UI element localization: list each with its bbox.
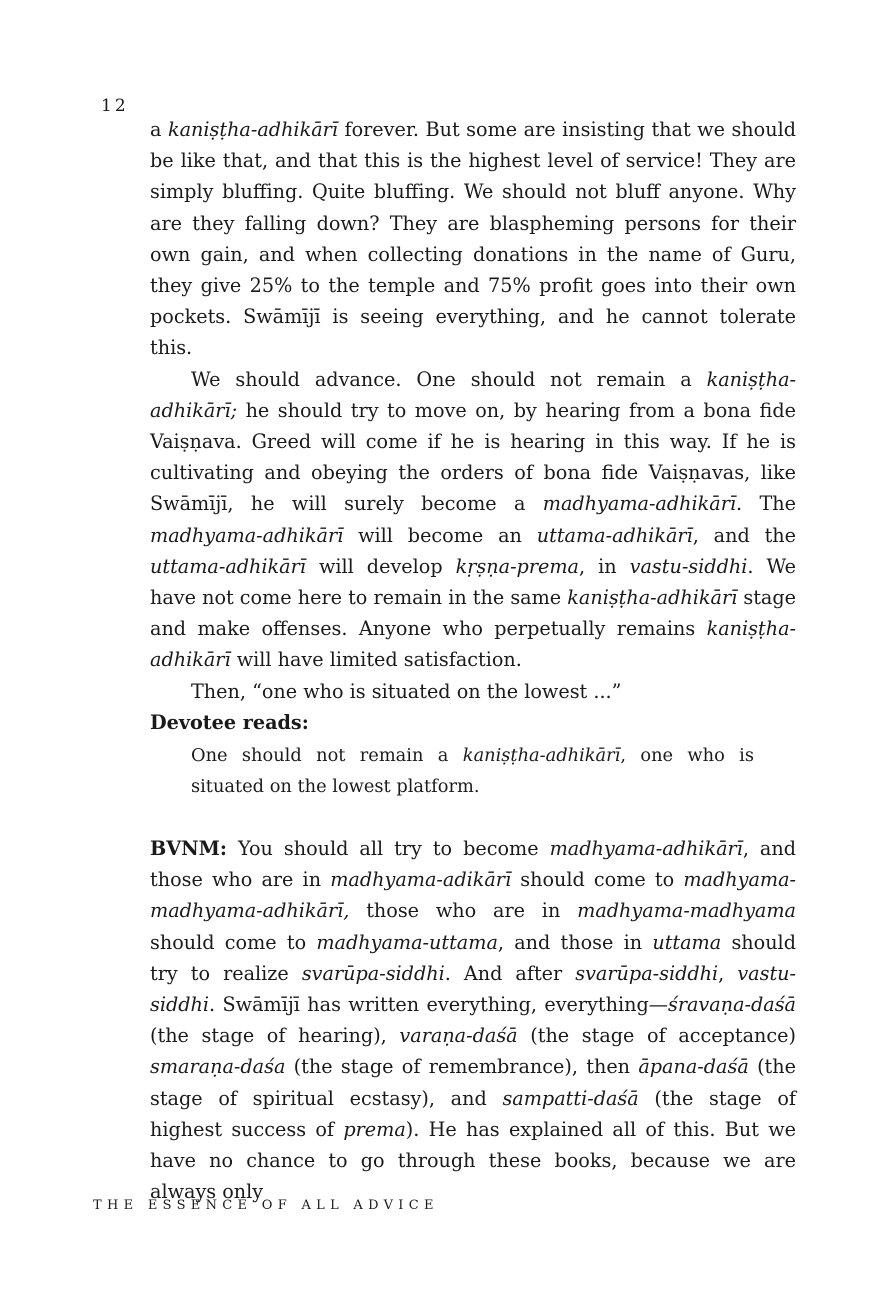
text-run: will develop: [305, 554, 456, 578]
italic-term: sampatti-daśā: [502, 1086, 639, 1110]
text-run: , in: [579, 554, 630, 578]
text-run: should come to: [150, 930, 317, 954]
text-run: forever. But some are insisting that we should be like that, and that this is the highest level of service! They are simply bluffing. Quite bluffing. We should not bluff anyone. Why are they falling down? They are blaspheming persons for their own gain, and when collecting donations in the name of Guru, they give 25% to the temple and 75% profit goes into their own pockets. Swāmījī is seeing everything, and he cannot tolerate this.: [150, 118, 796, 360]
italic-term: smaraṇa-daśa: [150, 1055, 286, 1079]
text-run: . The: [736, 492, 796, 516]
italic-term: prema: [343, 1117, 406, 1141]
text-run: You should all try to become: [226, 837, 550, 861]
italic-term: madhyama-madhyama-adhikārī,: [150, 868, 797, 923]
italic-term: madhyama-adhikārī: [542, 492, 737, 516]
italic-term: kaniṣṭha-adhikārī: [167, 118, 338, 141]
paragraph-2: [150, 364, 796, 676]
italic-term: kaniṣṭha-adhikārī: [462, 745, 621, 767]
italic-term: varaṇa-daśā: [399, 1024, 518, 1048]
text-run: , and the: [692, 523, 796, 547]
speaker-tag: BVNM:: [150, 837, 227, 861]
text-run: We should advance. One should not remain a: [191, 367, 707, 391]
italic-term: kaniṣṭha-adhikārī;: [150, 367, 796, 422]
text-run: he should try to move on, by hearing from a bona fide Vaiṣṇava. Greed will come if he is hearing in this way. If he is cultivating and obeying the orders of bona fide Vaiṣṇavas, like Swāmījī, he will surely become a: [150, 398, 796, 516]
page-number: 12: [101, 96, 129, 116]
italic-term: śravaṇa-daśā: [667, 993, 796, 1017]
text-run: should come to: [511, 868, 684, 892]
italic-term: svarūpa-siddhi: [301, 961, 445, 985]
text-run: (the stage of hearing),: [150, 1024, 400, 1048]
paragraph-4: [150, 833, 796, 1207]
italic-term: svarūpa-siddhi: [575, 961, 719, 985]
text-run: , and those in: [497, 930, 653, 954]
italic-term: madhyama-madhyama: [577, 899, 796, 923]
body-text: [150, 114, 796, 1208]
text-run: stage and make offenses. Anyone who perpetually remains: [150, 586, 796, 641]
text-run: ,: [718, 961, 738, 985]
italic-term: uttama: [652, 930, 722, 954]
text-run: (the stage of acceptance): [517, 1024, 796, 1048]
text-run: One should not remain a: [191, 745, 463, 767]
italic-term: āpana-daśā: [638, 1055, 749, 1079]
text-run: (the stage of spiritual ecstasy), and: [150, 1055, 796, 1110]
text-run: those who are in: [349, 899, 578, 923]
paragraph-1: [150, 114, 796, 364]
paragraph-3: [150, 676, 796, 707]
italic-term: vastu-siddhi: [150, 961, 796, 1017]
text-run: . And after: [444, 961, 576, 985]
text-run: will have limited satisfaction.: [230, 648, 522, 672]
text-run: (the stage of highest success of: [150, 1086, 797, 1141]
running-footer: THE ESSENCE OF ALL ADVICE: [93, 1198, 439, 1213]
italic-term: vastu-siddhi: [629, 554, 748, 578]
italic-term: madhyama-adikārī: [330, 868, 512, 892]
text-run: . We have not come here to remain in the same: [150, 554, 796, 610]
italic-term: madhyama-adhikārī: [150, 523, 344, 547]
block-quote: [191, 740, 754, 802]
text-run: . Swāmījī has written everything, everything—: [209, 993, 668, 1017]
italic-term: uttama-adhikārī: [150, 554, 306, 578]
devotee-reads-label: Devotee reads:: [150, 710, 309, 734]
italic-term: kṛṣṇa-prema: [455, 554, 579, 578]
italic-term: uttama-adhikārī: [536, 523, 693, 547]
text-run: Then, “one who is situated on the lowest ...”: [191, 679, 622, 703]
text-run: , one who is situated on the lowest platform.: [191, 745, 754, 798]
text-run: should try to realize: [150, 930, 796, 985]
italic-term: kaniṣṭha-adhikārī: [150, 617, 796, 672]
text-run: ). He has explained all of this. But we have no chance to go through these books, because we are always only: [150, 1117, 796, 1204]
text-run: (the stage of remembrance), then: [285, 1055, 639, 1079]
text-run: , and those who are in: [150, 837, 797, 892]
italic-term: madhyama-uttama: [316, 930, 498, 954]
italic-term: kaniṣṭha-adhikārī: [567, 586, 738, 610]
italic-term: madhyama-adhikārī: [549, 837, 743, 861]
text-run: will become an: [343, 523, 537, 547]
text-run: a: [150, 118, 168, 141]
